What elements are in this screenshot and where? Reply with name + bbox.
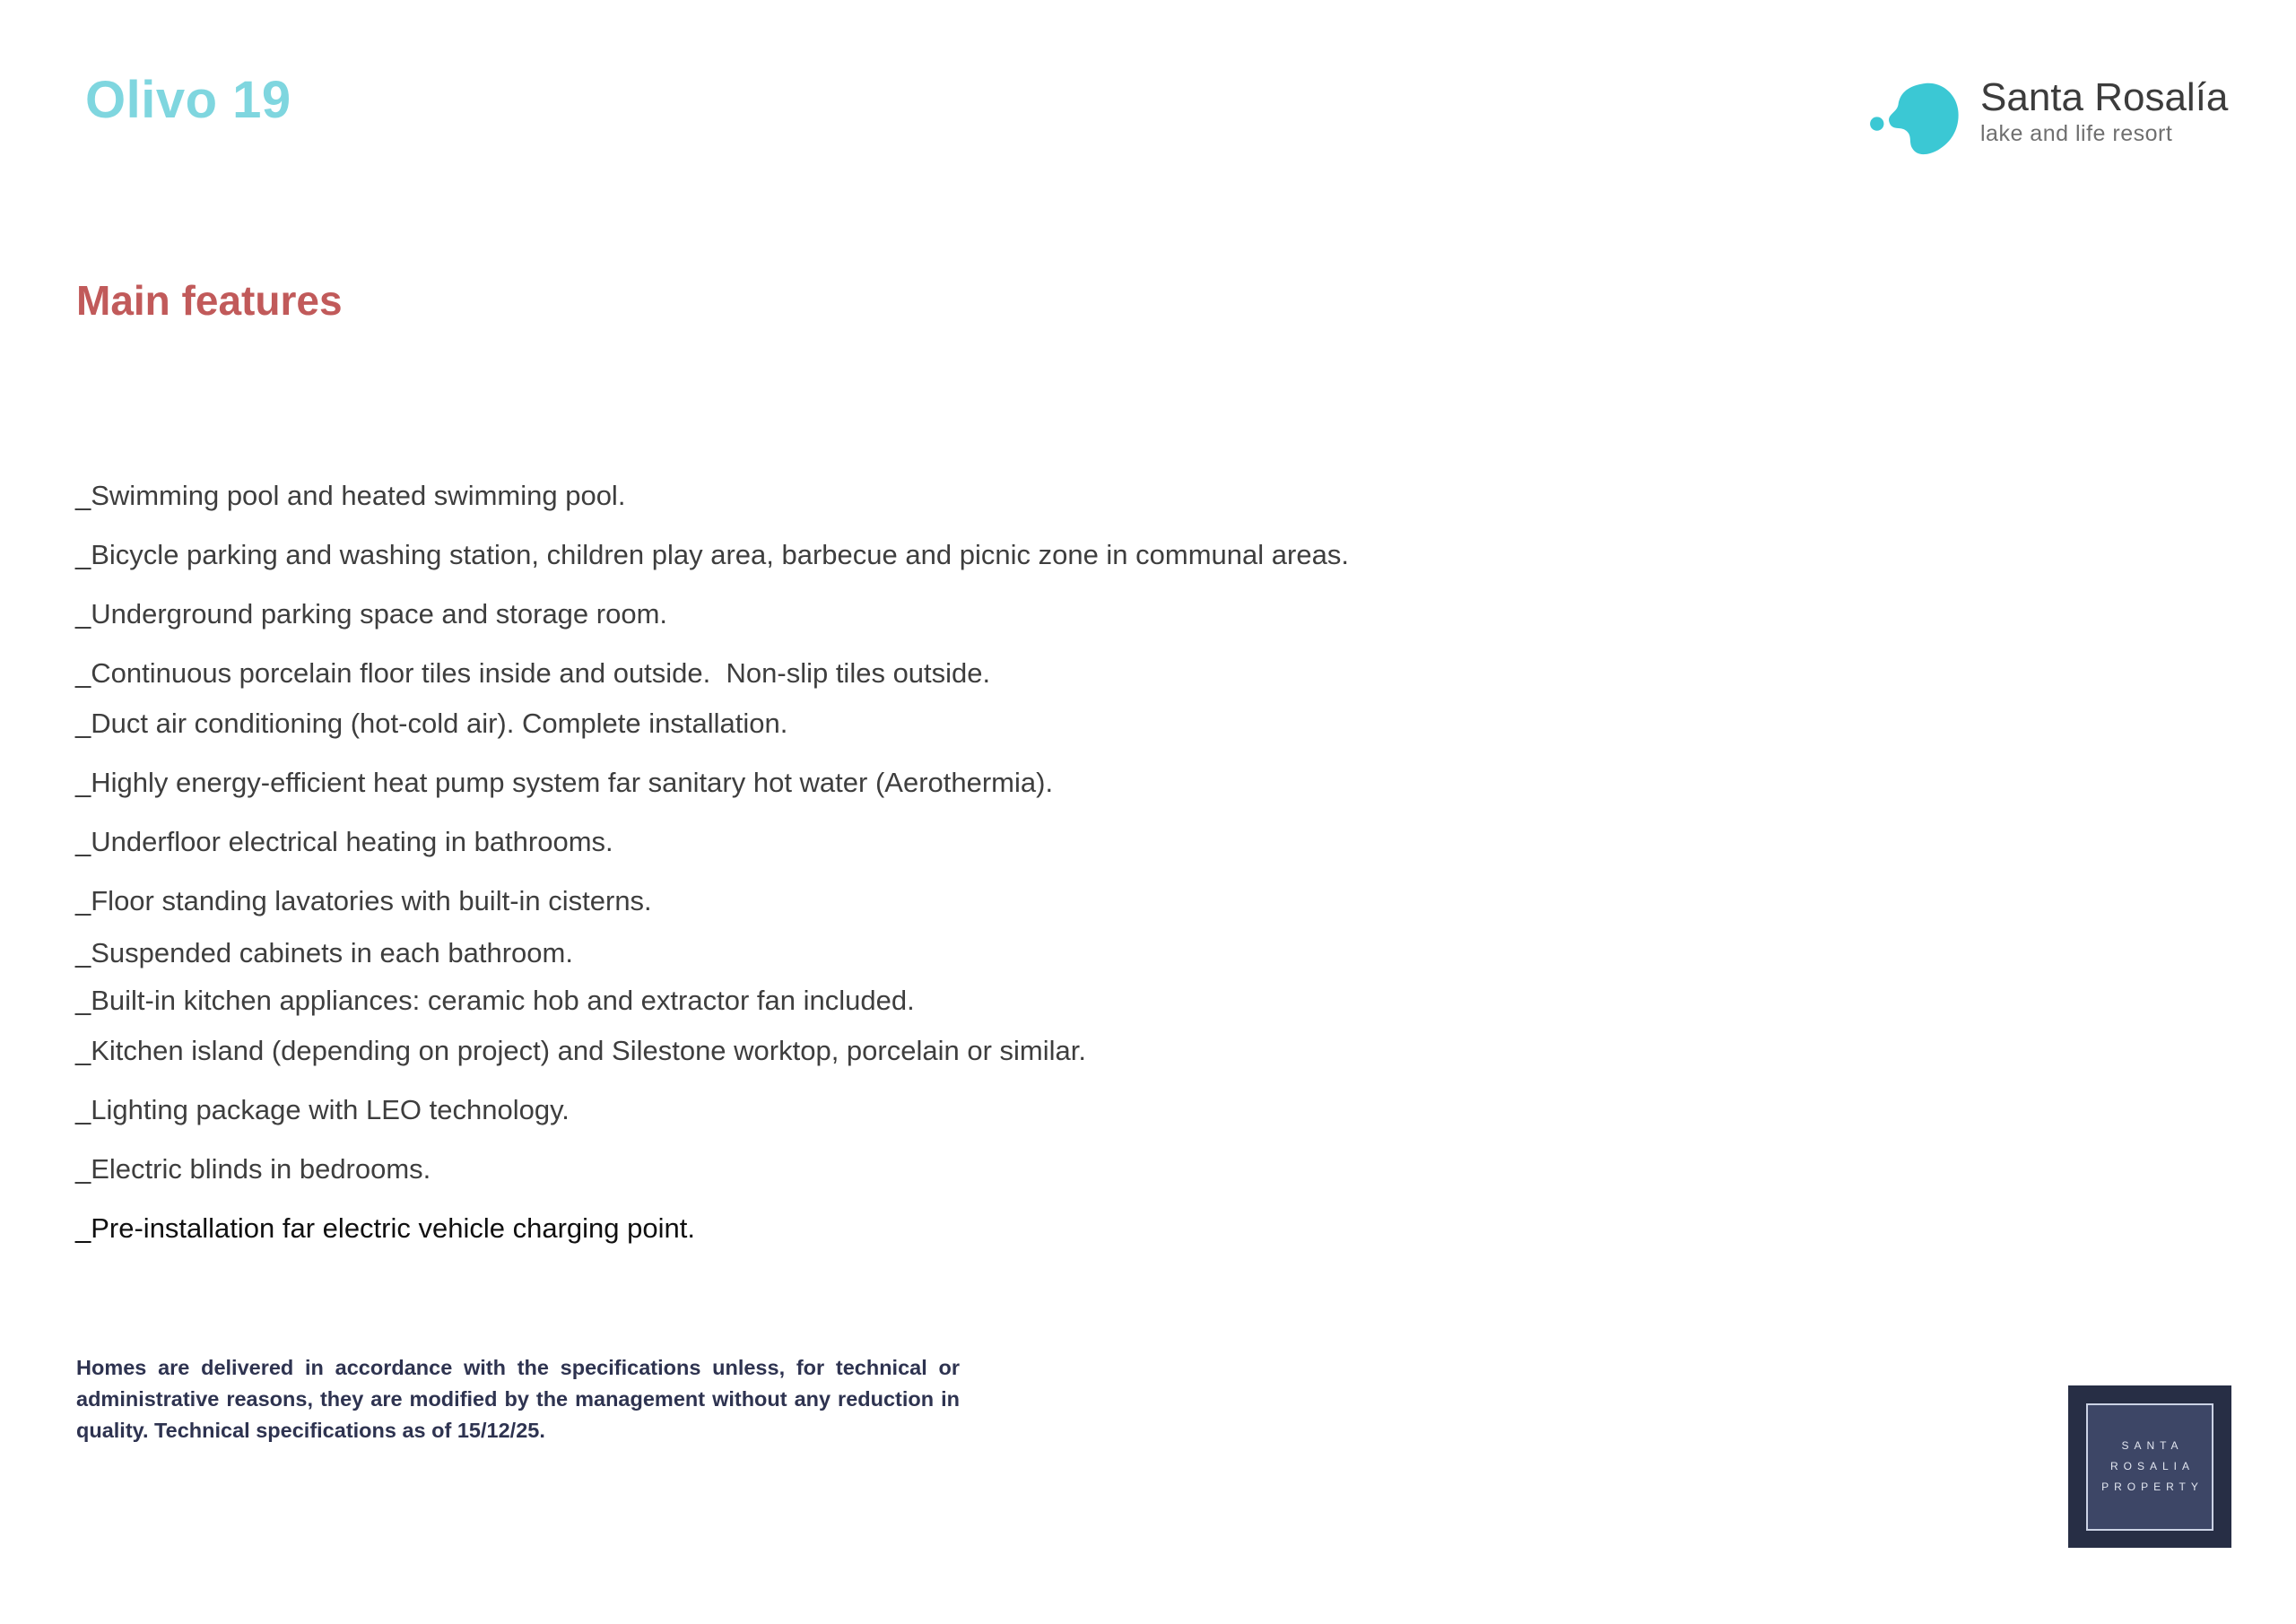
- feature-item: _Kitchen island (depending on project) and Silestone worktop, porcelain or similar.: [75, 1035, 1086, 1066]
- feature-item: _Duct air conditioning (hot-cold air). Complete installation.: [75, 708, 788, 739]
- feature-item: _Suspended cabinets in each bathroom.: [75, 937, 573, 968]
- property-logo-line-1: SANTA: [2121, 1439, 2184, 1452]
- property-logo-line-3: PROPERTY: [2101, 1481, 2204, 1493]
- feature-item: _Swimming pool and heated swimming pool.: [75, 480, 626, 511]
- feature-item: _Built-in kitchen appliances: ceramic hob and extractor fan included.: [75, 985, 915, 1016]
- property-logo-line-2: ROSALIA: [2109, 1460, 2196, 1472]
- property-logo: [2068, 1385, 2231, 1548]
- section-heading: Main features: [76, 277, 343, 324]
- brand-logo: [1867, 76, 2228, 162]
- brand-text: [1980, 76, 2228, 147]
- feature-item: _Electric blinds in bedrooms.: [75, 1153, 431, 1185]
- feature-item: _Underground parking space and storage room.: [75, 598, 668, 630]
- feature-item: _Bicycle parking and washing station, children play area, barbecue and picnic zone in communal areas.: [75, 539, 1349, 570]
- feature-item: _Highly energy-efficient heat pump system far sanitary hot water (Aerothermia).: [75, 767, 1054, 798]
- feature-item: _Continuous porcelain floor tiles inside and outside. Non-slip tiles outside.: [75, 657, 991, 689]
- feature-item: _Lighting package with LEO technology.: [75, 1094, 570, 1125]
- feature-item: _Pre-installation far electric vehicle charging point.: [75, 1212, 695, 1244]
- page-title: Olivo 19: [85, 71, 291, 129]
- brand-tagline: lake and life resort: [1980, 121, 2173, 146]
- lake-blob-icon: [1867, 80, 1968, 162]
- property-logo-frame: [2086, 1403, 2213, 1531]
- feature-item: _Underfloor electrical heating in bathrooms.: [75, 826, 613, 857]
- brand-name: Santa Rosalía: [1980, 75, 2229, 119]
- lake-dot-icon: [1870, 117, 1883, 130]
- lake-shape-icon: [1889, 83, 1959, 154]
- feature-item: _Floor standing lavatories with built-in cisterns.: [75, 885, 652, 916]
- disclaimer-text: Homes are delivered in accordance with the specifications unless, for technical or administrative reasons, they are modified by the management without any reduction in quality. Technical specifications as of 15/12/25.: [76, 1356, 960, 1442]
- features-list: [75, 481, 1645, 1272]
